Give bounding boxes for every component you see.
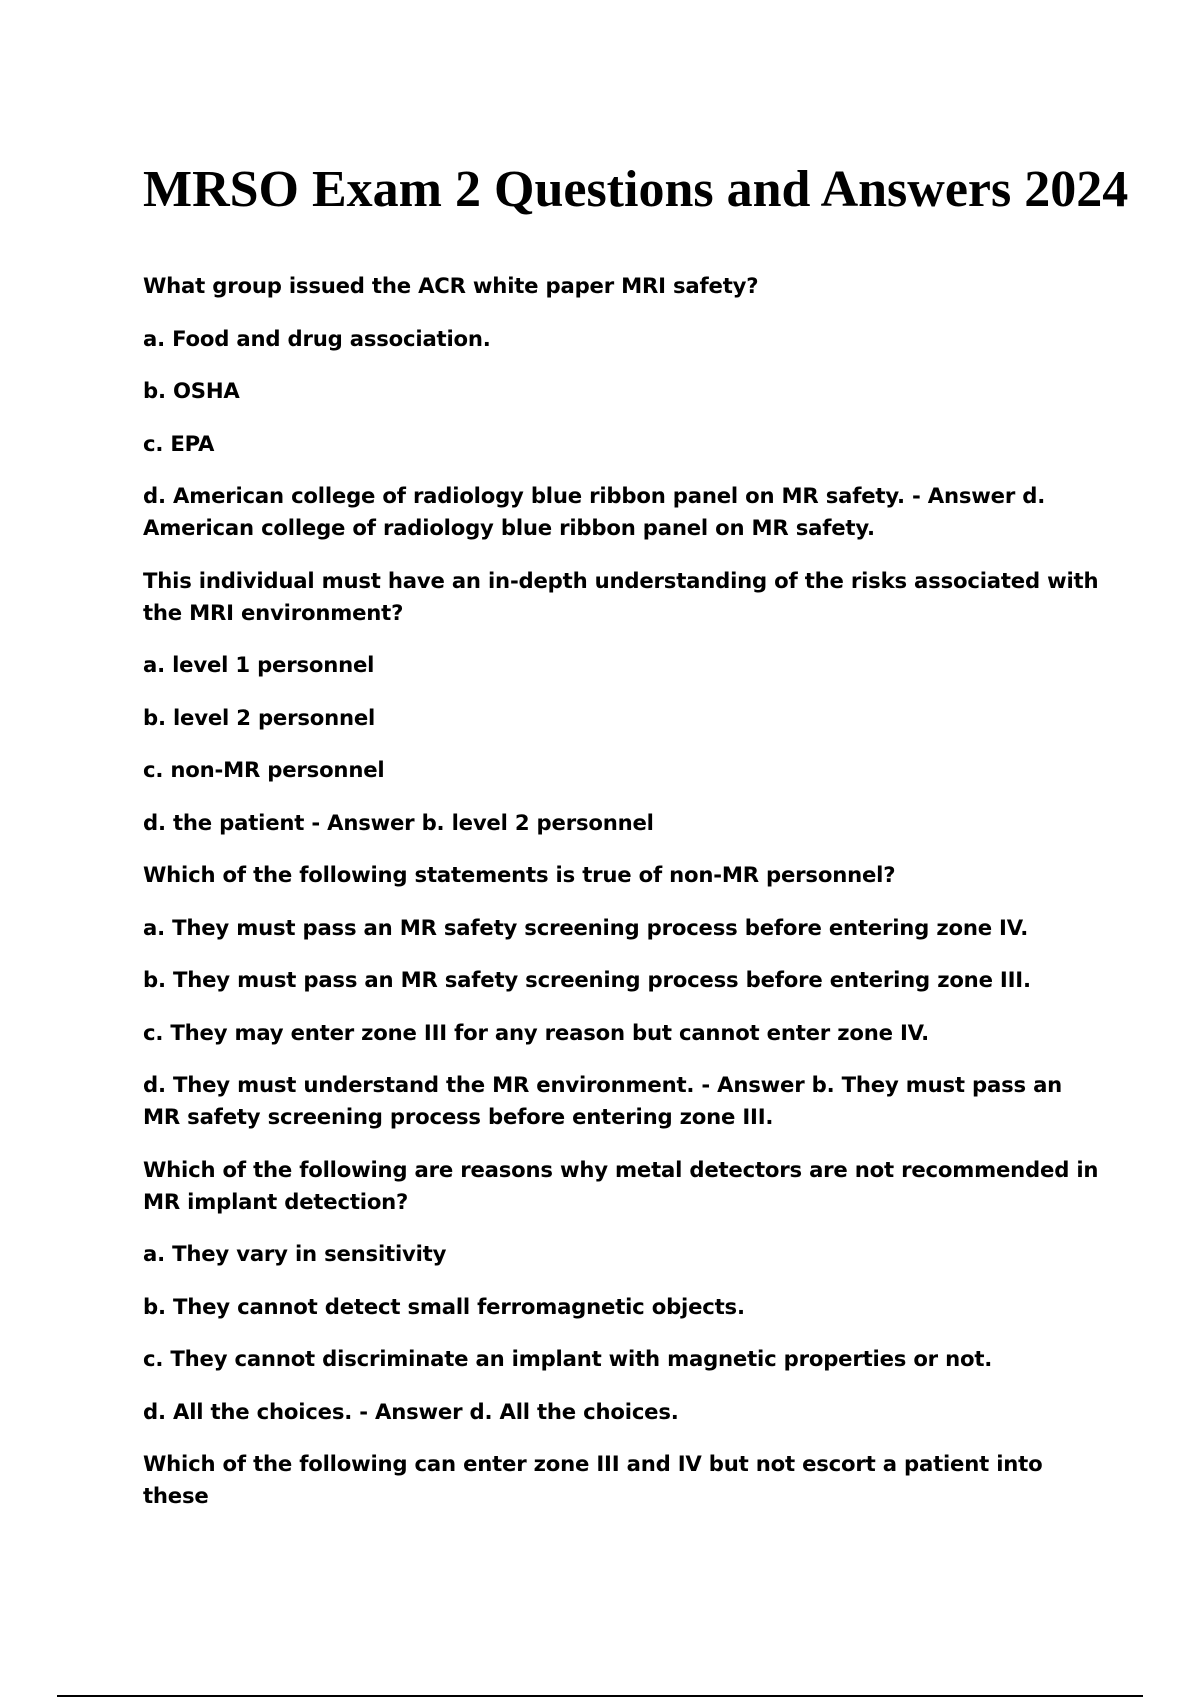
question-1-option-a: a. Food and drug association. xyxy=(143,325,491,351)
question-4-option-b: b. They cannot detect small ferromagnetic objects. xyxy=(143,1293,745,1319)
question-1-option-d-answer: d. American college of radiology blue ribbon panel on MR safety. - Answer d. American college of radiology blue ribbon panel on MR safety. xyxy=(143,483,1046,540)
question-2-option-c: c. non-MR personnel xyxy=(143,757,385,782)
question-3-option-c: c. They may enter zone III for any reason but cannot enter zone IV. xyxy=(143,1019,929,1045)
question-2-option-a: a. level 1 personnel xyxy=(143,652,375,677)
question-4-option-a: a. They vary in sensitivity xyxy=(143,1241,447,1266)
question-5: Which of the following can enter zone III and IV but not escort a patient into these xyxy=(143,1451,1043,1508)
question-4-option-c: c. They cannot discriminate an implant with magnetic properties or not. xyxy=(143,1346,993,1371)
question-3: Which of the following statements is true of non-MR personnel? xyxy=(143,862,896,887)
document-title: MRSO Exam 2 Questions and Answers 2024 xyxy=(143,161,1129,218)
question-2-option-b: b. level 2 personnel xyxy=(143,704,376,730)
question-1: What group issued the ACR white paper MRI safety? xyxy=(143,273,759,298)
question-4-option-d-answer: d. All the choices. - Answer d. All the choices. xyxy=(143,1398,679,1424)
question-4: Which of the following are reasons why metal detectors are not recommended in MR implant detection? xyxy=(143,1156,1099,1214)
question-2: This individual must have an in-depth understanding of the risks associated with the MRI environment? xyxy=(143,567,1099,625)
question-3-option-a: a. They must pass an MR safety screening process before entering zone IV. xyxy=(143,914,1029,940)
question-1-option-b: b. OSHA xyxy=(143,378,240,403)
document-body xyxy=(143,270,1103,1533)
question-2-option-d-answer: d. the patient - Answer b. level 2 personnel xyxy=(143,809,654,835)
question-3-option-d-answer: d. They must understand the MR environment. - Answer b. They must pass an MR safety screening process before entering zone III. xyxy=(143,1072,1063,1129)
question-1-option-c: c. EPA xyxy=(143,430,215,456)
question-3-option-b: b. They must pass an MR safety screening process before entering zone III. xyxy=(143,967,1031,992)
footer-divider xyxy=(57,1695,1143,1697)
